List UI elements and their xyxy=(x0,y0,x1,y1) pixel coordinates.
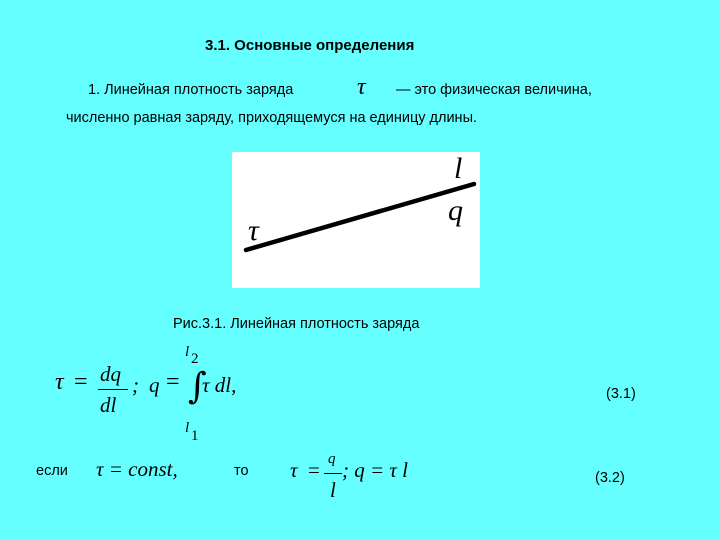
eq2-tau: τ xyxy=(290,458,298,482)
eq1-equals-2: = xyxy=(166,369,180,395)
eq1-denominator: dl xyxy=(100,393,117,417)
definition-line1-start: 1. Линейная плотность заряда xyxy=(88,82,294,98)
definition-line1-end: — это физическая величина, xyxy=(396,82,592,98)
figure-label-l: l xyxy=(454,152,463,185)
eq1-integrand: τ dl, xyxy=(202,373,237,397)
eq2-condition: τ = const, xyxy=(96,457,178,481)
eq1-number: (3.1) xyxy=(606,386,636,402)
eq1-equals: = xyxy=(74,369,88,395)
eq1-lower-limit-sub: 1 xyxy=(191,428,199,444)
definition-tau-symbol: τ xyxy=(357,74,366,100)
charged-line-drawing xyxy=(232,152,480,288)
eq2-then-word: то xyxy=(234,463,249,479)
eq2-numerator: q xyxy=(328,451,336,467)
eq1-q: q xyxy=(149,373,160,397)
page-title: 3.1. Основные определения xyxy=(205,37,415,54)
figure-label-tau: τ xyxy=(248,214,259,247)
eq1-tau: τ xyxy=(55,369,64,395)
definition-line2: численно равная заряду, приходящемуся на единицу длины. xyxy=(66,110,478,126)
eq1-upper-limit-sub: 2 xyxy=(191,351,199,367)
eq2-if-word: если xyxy=(36,463,68,479)
eq2-number: (3.2) xyxy=(595,470,625,486)
eq2-equals: = xyxy=(308,458,320,482)
charged-line xyxy=(246,184,474,250)
eq2-rest: ; q = τ l xyxy=(342,458,409,482)
eq1-separator: ; xyxy=(132,373,139,397)
figure-caption: Рис.3.1. Линейная плотность заряда xyxy=(173,316,420,332)
figure-label-q: q xyxy=(448,194,463,227)
eq1-fraction-bar xyxy=(98,389,128,390)
eq1-upper-limit: l xyxy=(185,344,190,360)
eq1-lower-limit: l xyxy=(185,420,190,436)
eq2-fraction-bar xyxy=(324,473,342,474)
figure-charged-line xyxy=(232,152,480,288)
eq2-denominator: l xyxy=(330,478,336,502)
eq1-numerator: dq xyxy=(100,362,121,386)
integral-icon: ∫ xyxy=(188,366,207,407)
